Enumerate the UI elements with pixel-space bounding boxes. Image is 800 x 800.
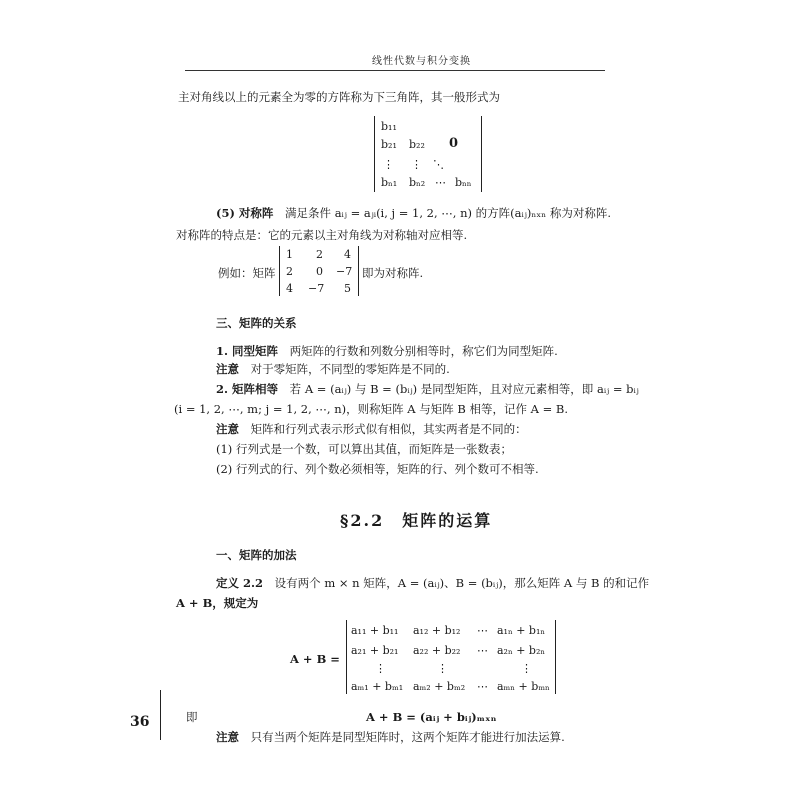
- definition-label: 定义 2.2: [216, 576, 264, 590]
- matrix-cell: ⋯: [477, 680, 488, 693]
- matrix-cell: a₂ₙ + b₂ₙ: [497, 644, 546, 657]
- matrix-cell: b₂₁: [381, 138, 397, 151]
- definition-text: 设有两个 m × n 矩阵，A = (aᵢⱼ)、B = (bᵢⱼ)，那么矩阵 A 与 B 的和记作: [274, 576, 650, 590]
- paragraph-equal: [216, 384, 639, 396]
- sum-matrix: [346, 620, 556, 694]
- matrix-zero: 0: [449, 136, 459, 151]
- note-label: 注意: [216, 422, 239, 436]
- note-zero-matrix: [216, 364, 450, 376]
- matrix-cell: a₁ₙ + b₁ₙ: [497, 624, 546, 637]
- matrix-cell: ⋮: [375, 662, 386, 675]
- matrix-cell: 0: [316, 265, 323, 278]
- matrix-cell: ⋯: [477, 624, 488, 637]
- page-number: 36: [130, 714, 150, 730]
- same-type-text: 两矩阵的行数和列数分别相等时，称它们为同型矩阵.: [289, 344, 558, 358]
- definition-2-2: [216, 578, 649, 590]
- note-text: 矩阵和行列式表示形式似有相似，其实两者是不同的：: [250, 422, 527, 436]
- symmetric-feature: 对称阵的特点是：它的元素以主对角线为对称轴对应相等.: [176, 228, 468, 242]
- matrix-cell: 4: [286, 282, 293, 295]
- addition-note: [216, 732, 565, 744]
- matrix-cell: a₂₁ + b₂₁: [351, 644, 399, 657]
- term-same-type: 1. 同型矩阵: [216, 344, 279, 358]
- ji-word: 即: [186, 710, 198, 724]
- equal-text: 若 A = (aᵢⱼ) 与 B = (bᵢⱼ) 是同型矩阵，且对应元素相等，即 aᵢⱼ = bᵢⱼ: [289, 382, 639, 396]
- note-label: 注意: [216, 730, 239, 744]
- list-item-1: (1) 行列式是一个数，可以算出其值，而矩阵是一张数表；: [216, 442, 512, 456]
- matrix-cell: 1: [286, 248, 293, 261]
- sum-lhs: A + B =: [290, 652, 340, 666]
- example-prefix: 例如：矩阵: [218, 266, 276, 280]
- matrix-cell: −7: [336, 265, 353, 278]
- list-item-2: (2) 行列式的行、列个数必须相等，矩阵的行、列个数可不相等.: [216, 462, 539, 476]
- matrix-cell: ⋮: [383, 158, 394, 171]
- symmetric-term: (5) 对称阵: [216, 206, 274, 220]
- matrix-cell: ⋮: [521, 662, 532, 675]
- paragraph-same-type: [216, 346, 558, 358]
- symmetric-label: [216, 208, 611, 220]
- example-suffix: 即为对称阵.: [362, 266, 424, 280]
- symmetric-example-matrix: [279, 246, 359, 296]
- matrix-cell: a₁₂ + b₁₂: [413, 624, 461, 637]
- matrix-cell: ⋯: [435, 176, 446, 189]
- matrix-cell: aₘₙ + bₘₙ: [497, 680, 550, 693]
- term-equal: 2. 矩阵相等: [216, 382, 279, 396]
- matrix-cell: 2: [286, 265, 293, 278]
- sum-formula: A + B = (aᵢⱼ + bᵢⱼ)ₘₓₙ: [366, 710, 497, 724]
- matrix-cell: aₘ₂ + bₘ₂: [413, 680, 466, 693]
- matrix-cell: b₂₂: [409, 138, 425, 151]
- intro-text: 主对角线以上的元素全为零的方阵称为下三角阵，其一般形式为: [178, 90, 500, 104]
- section-title: §2.2 矩阵的运算: [340, 511, 493, 530]
- relations-heading: 三、矩阵的关系: [216, 316, 297, 330]
- margin-line: [160, 690, 161, 740]
- matrix-cell: 2: [316, 248, 323, 261]
- matrix-cell: a₂₂ + b₂₂: [413, 644, 461, 657]
- matrix-cell: ⋯: [477, 644, 488, 657]
- note-determinant: [216, 424, 527, 436]
- matrix-cell: −7: [308, 282, 325, 295]
- matrix-cell: ⋱: [433, 158, 444, 171]
- lower-triangular-matrix: [374, 116, 482, 192]
- matrix-cell: bₙ₂: [409, 176, 426, 189]
- note-label: 注意: [216, 362, 239, 376]
- matrix-cell: bₙₙ: [455, 176, 472, 189]
- matrix-cell: b₁₁: [381, 120, 397, 133]
- symmetric-definition: 满足条件 aᵢⱼ = aⱼᵢ(i, j = 1, 2, ⋯, n) 的方阵(aᵢⱼ)ₙₓₙ 称为对称阵.: [285, 206, 611, 220]
- header-rule: [185, 70, 605, 71]
- equal-text-line2: (i = 1, 2, ⋯, m; j = 1, 2, ⋯, n)，则称矩阵 A 与矩阵 B 相等，记作 A = B.: [174, 402, 568, 416]
- matrix-cell: aₘ₁ + bₘ₁: [351, 680, 404, 693]
- matrix-cell: ⋮: [411, 158, 422, 171]
- addition-heading: 一、矩阵的加法: [216, 548, 297, 562]
- note-text: 只有当两个矩阵是同型矩阵时，这两个矩阵才能进行加法运算.: [250, 730, 565, 744]
- matrix-cell: a₁₁ + b₁₁: [351, 624, 399, 637]
- matrix-cell: 5: [344, 282, 351, 295]
- definition-line2: A + B，规定为: [176, 596, 259, 610]
- matrix-cell: 4: [344, 248, 351, 261]
- note-text: 对于零矩阵，不同型的零矩阵是不同的.: [250, 362, 450, 376]
- matrix-cell: bₙ₁: [381, 176, 398, 189]
- matrix-cell: ⋮: [437, 662, 448, 675]
- running-header: 线性代数与积分变换: [372, 56, 471, 67]
